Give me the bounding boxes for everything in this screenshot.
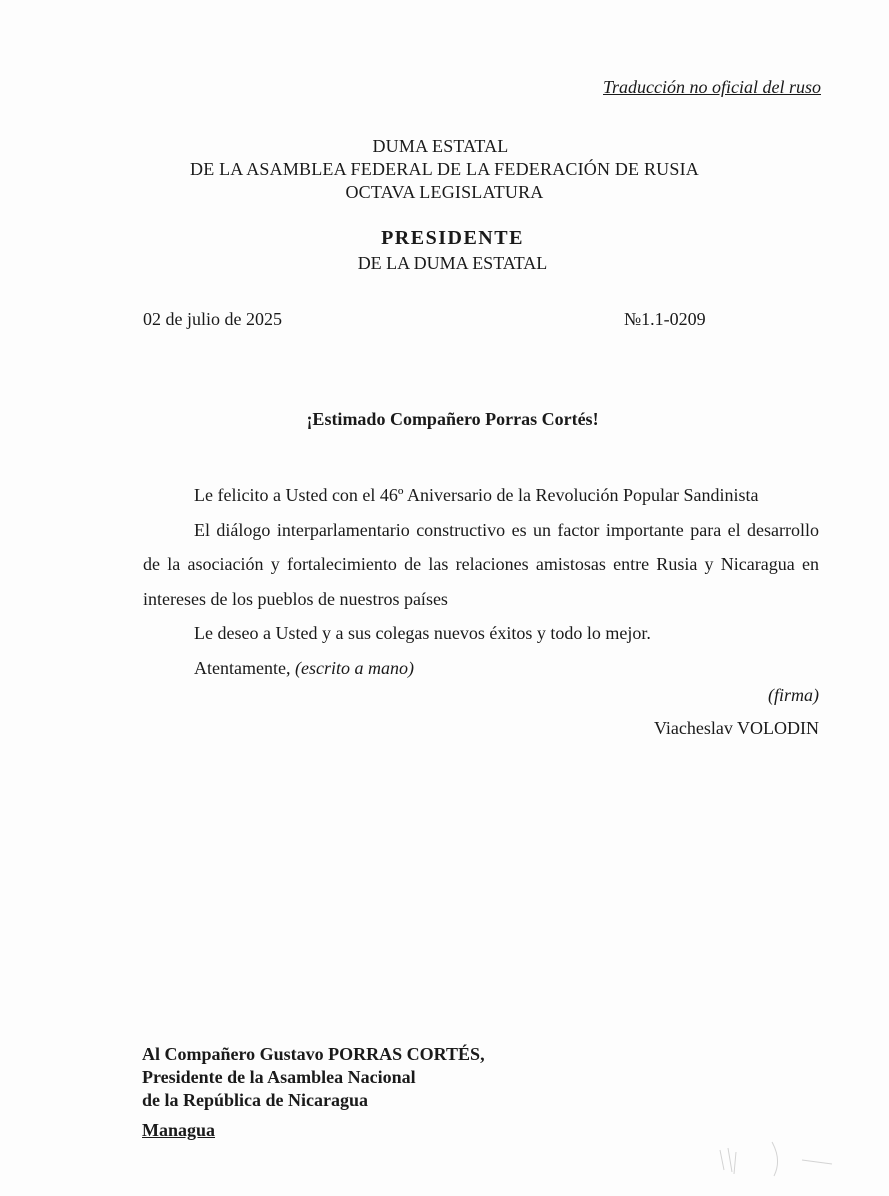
signer-name: Viacheslav VOLODIN <box>653 718 819 738</box>
letterhead-line-2: DE LA ASAMBLEA FEDERAL DE LA FEDERACIÓN DE RUSIA <box>190 159 699 179</box>
faint-stamp-mark <box>712 1130 852 1180</box>
letter-body <box>143 478 819 685</box>
title-subtitle: DE LA DUMA ESTATAL <box>357 253 548 273</box>
addressee-line-3: de la República de Nicaragua <box>142 1090 369 1110</box>
letterhead-line-3: OCTAVA LEGISLATURA <box>345 182 544 202</box>
body-paragraph-2: El diálogo interparlamentario constructivo es un factor importante para el desarrollo de la asociación y fortalecimiento de las relaciones amistosas entre Rusia y Nicaragua en intereses de los pueblos de nuestros países <box>143 519 819 609</box>
city: Managua <box>142 1120 216 1140</box>
addressee-line-2: Presidente de la Asamblea Nacional <box>142 1067 416 1087</box>
letterhead <box>0 135 889 204</box>
closing-note: (escrito a mano) <box>294 657 414 678</box>
title-block <box>0 226 889 276</box>
body-paragraph-3: Le deseo a Usted y a sus colegas nuevos éxitos y todo lo mejor. <box>194 623 651 643</box>
letter-date: 02 de julio de 2025 <box>143 309 282 329</box>
closing-line <box>143 651 819 686</box>
reference-number: №1.1-0209 <box>624 309 706 329</box>
body-paragraph-1: Le felicito a Usted con el 46º Aniversario de la Revolución Popular Sandinista <box>194 485 759 505</box>
letterhead-line-1: DUMA ESTATAL <box>372 136 509 156</box>
signature-note: (firma) <box>768 685 819 705</box>
addressee-line-1: Al Compañero Gustavo PORRAS CORTÉS, <box>142 1044 485 1064</box>
closing: Atentamente, <box>194 657 291 678</box>
title-president: PRESIDENTE <box>381 227 524 249</box>
addressee-block <box>142 1043 485 1112</box>
translation-note: Traducción no oficial del ruso <box>603 77 821 97</box>
salutation: ¡Estimado Compañero Porras Cortés! <box>306 409 599 429</box>
